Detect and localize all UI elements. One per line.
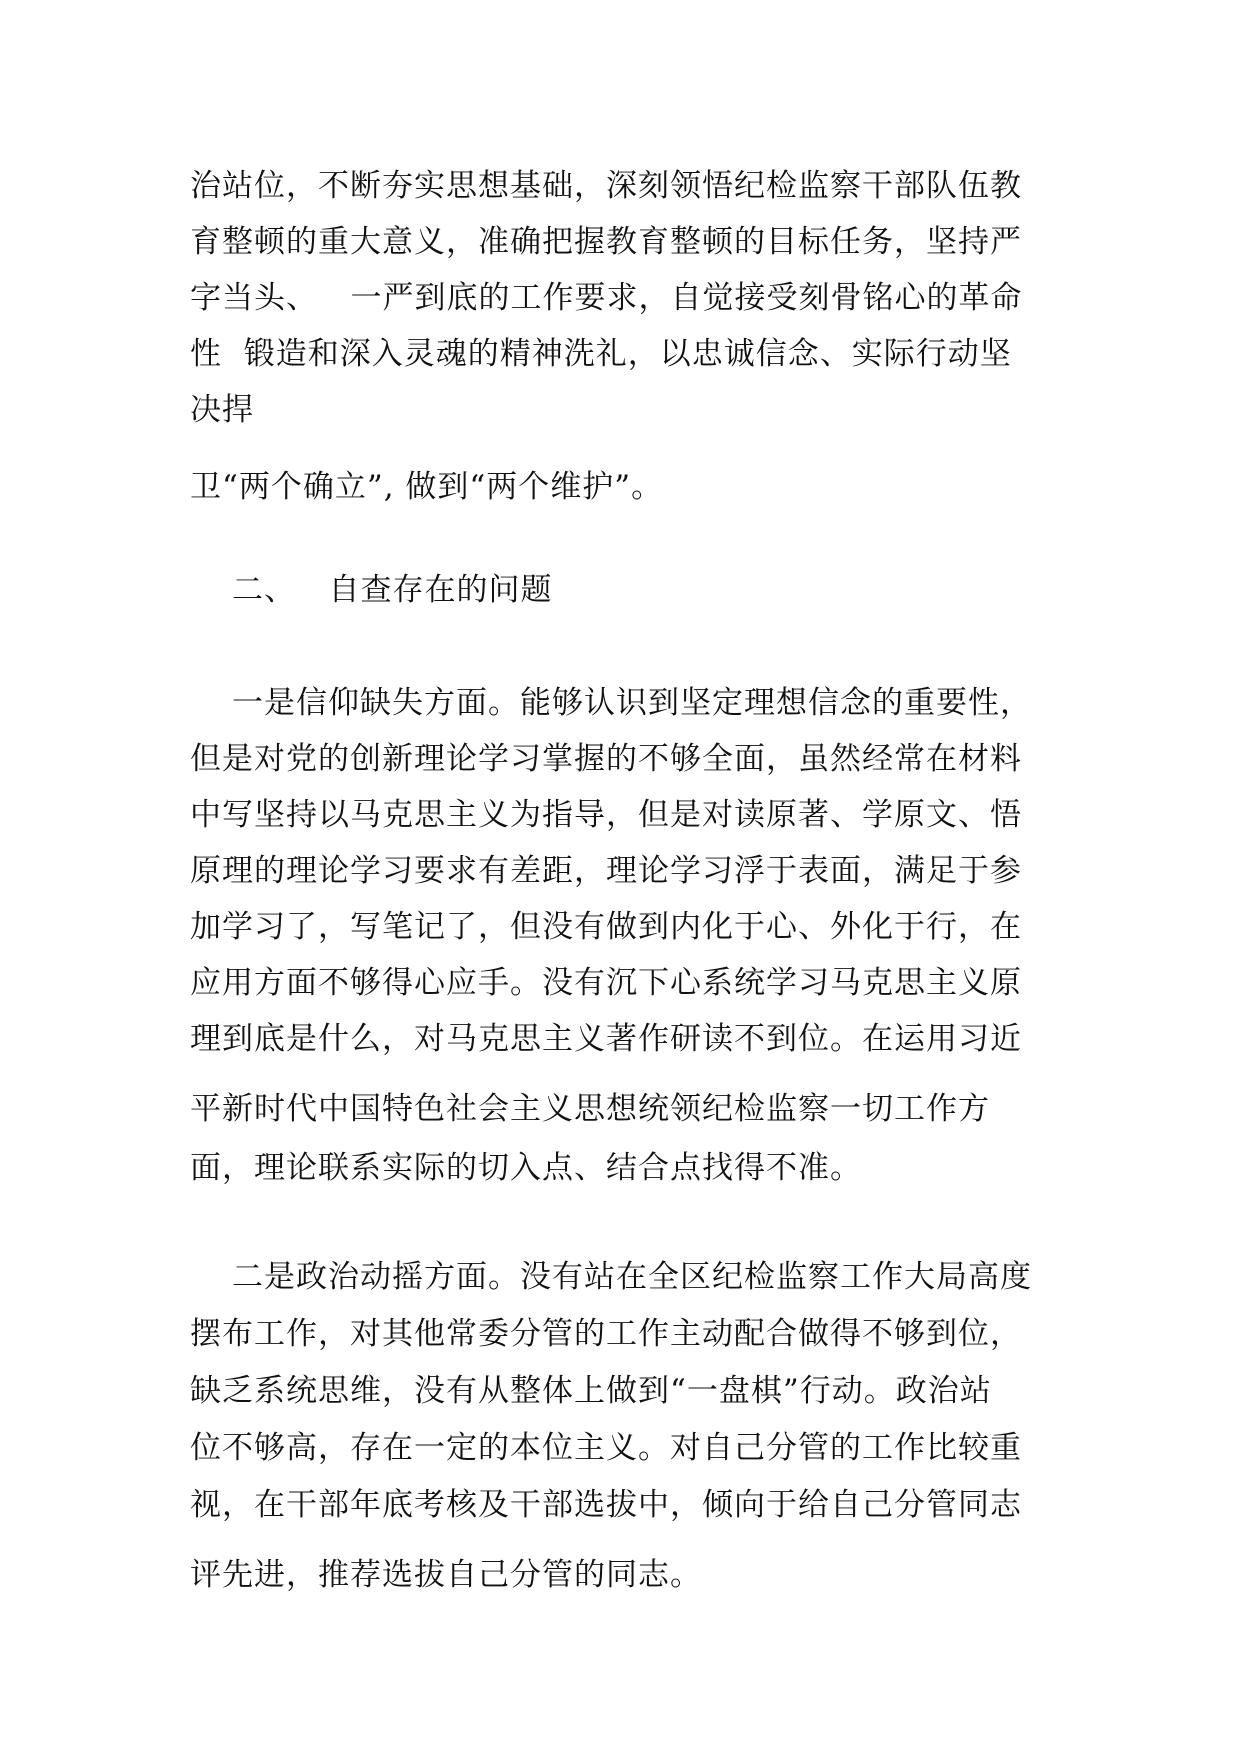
- text-line: 卫“两个确立”, 做到“两个维护”。: [190, 469, 664, 505]
- section-heading: 二、 自查存在的问题: [232, 572, 553, 608]
- text-line: 决捍: [190, 392, 254, 428]
- text-line: 原理的理论学习要求有差距，理论学习浮于表面，满足于参: [190, 853, 1022, 889]
- text-line: 平新时代中国特色社会主义思想统领纪检监察一切工作方: [190, 1091, 990, 1127]
- text-line: 视，在干部年底考核及干部选拔中，倾向于给自己分管同志: [190, 1487, 1022, 1523]
- text-line: 字当头、 一严到底的工作要求，自觉接受刻骨铭心的革命: [190, 280, 1023, 316]
- text-line: 性 锻造和深入灵魂的精神洗礼，以忠诚信念、实际行动坚: [190, 336, 1012, 372]
- text-line: 应用方面不够得心应手。没有沉下心系统学习马克思主义原: [190, 965, 1022, 1001]
- text-line: 摆布工作，对其他常委分管的工作主动配合做得不够到位，: [190, 1316, 1022, 1352]
- text-line: 育整顿的重大意义，准确把握教育整顿的目标任务，坚持严: [190, 224, 1022, 260]
- text-line: 但是对党的创新理论学习掌握的不够全面，虽然经常在材料: [190, 741, 1022, 777]
- text-line: 理到底是什么，对马克思主义著作研读不到位。在运用习近: [190, 1021, 1022, 1057]
- text-line: 中写坚持以马克思主义为指导，但是对读原著、学原文、悟: [190, 797, 1022, 833]
- text-line: 位不够高，存在一定的本位主义。对自己分管的工作比较重: [190, 1430, 1022, 1466]
- text-line: 二是政治动摇方面。没有站在全区纪检监察工作大局高度: [232, 1259, 1032, 1295]
- text-line: 治站位，不断夯实思想基础，深刻领悟纪检监察干部队伍教: [190, 168, 1022, 204]
- text-line: 面，理论联系实际的切入点、结合点找得不准。: [190, 1150, 862, 1186]
- text-line: 缺乏系统思维，没有从整体上做到“一盘棋”行动。政治站: [190, 1373, 992, 1409]
- text-line: 评先进，推荐选拔自己分管的同志。: [190, 1557, 702, 1593]
- text-line: 加学习了，写笔记了，但没有做到内化于心、外化于行，在: [190, 909, 1022, 945]
- text-line: 一是信仰缺失方面。能够认识到坚定理想信念的重要性，: [232, 685, 1032, 721]
